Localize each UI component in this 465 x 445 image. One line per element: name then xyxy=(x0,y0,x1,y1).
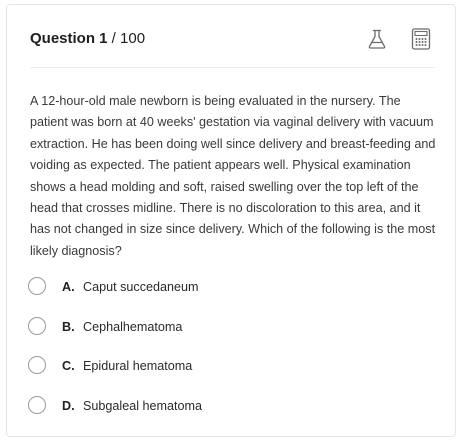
option-letter: B. xyxy=(62,319,75,334)
option-text: Epidural hematoma xyxy=(83,359,193,373)
option-letter: A. xyxy=(62,280,75,294)
answer-options xyxy=(28,276,428,434)
radio-button-a[interactable] xyxy=(28,277,46,295)
radio-button-d[interactable] xyxy=(28,396,46,414)
option-d[interactable] xyxy=(28,395,428,419)
question-separator: / xyxy=(107,30,121,47)
question-label: Question 1 xyxy=(30,30,108,47)
question-header xyxy=(30,28,438,52)
radio-button-b[interactable] xyxy=(28,317,46,335)
question-counter xyxy=(30,28,145,50)
header-divider xyxy=(30,67,435,68)
option-a[interactable] xyxy=(28,276,428,300)
option-letter: D. xyxy=(62,398,75,413)
question-total: 100 xyxy=(120,30,146,47)
option-text: Cephalhematoma xyxy=(83,319,183,334)
option-b[interactable] xyxy=(28,316,428,340)
calculator-icon[interactable] xyxy=(410,27,432,51)
radio-button-c[interactable] xyxy=(28,356,46,374)
flask-icon[interactable] xyxy=(366,27,388,51)
option-letter: C. xyxy=(62,359,75,373)
option-text: Caput succedaneum xyxy=(83,280,199,294)
option-text: Subgaleal hematoma xyxy=(83,398,203,413)
option-c[interactable] xyxy=(28,355,428,379)
question-stem: A 12-hour-old male newborn is being evaluated in the nursery. The patient was born at 40 weeks' gestation via vaginal delivery with vacuum extraction. He has been doing well since delivery and breast-feeding and voiding as expected. The patient appears well. Physical examination shows a head molding and soft, raised swelling over the top left of the head that crosses midline. There is no discoloration to this area, and it has not changed in size since delivery. Which of the following is the most likely diagnosis? xyxy=(30,94,436,258)
